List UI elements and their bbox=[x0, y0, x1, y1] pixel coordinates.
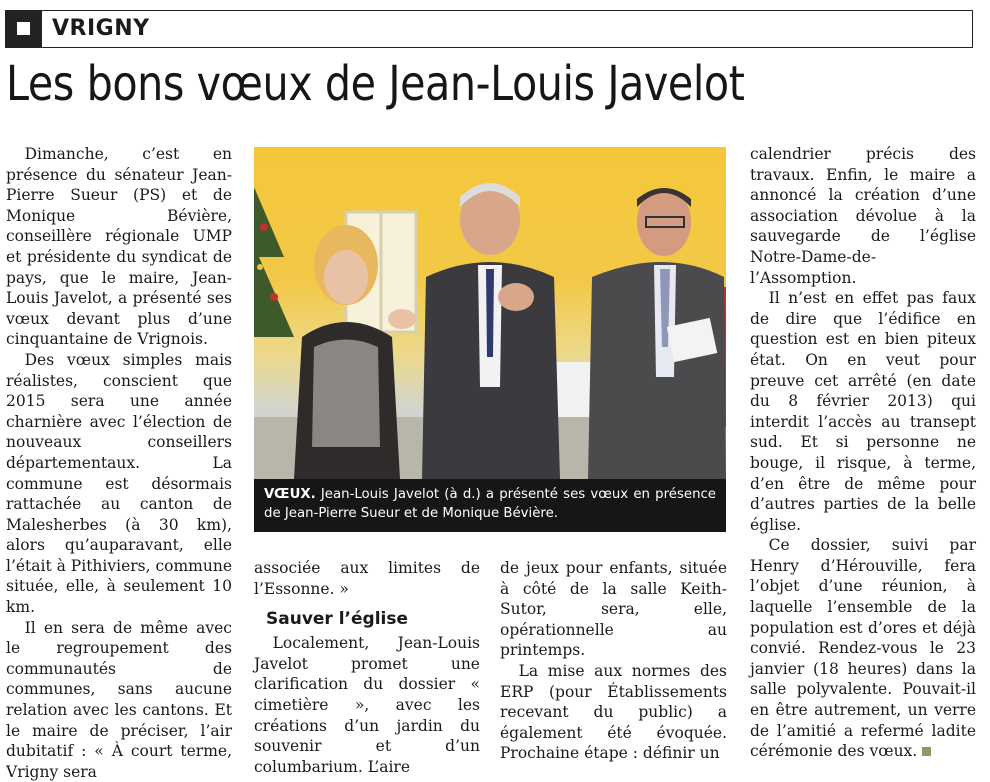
end-of-article-icon bbox=[922, 747, 931, 756]
paragraph: calendrier précis des travaux. Enfin, le maire a annoncé la création d’une association dévolue à la sauvegarde de l’église Notre-Dame-de-l’Assomption. bbox=[750, 145, 976, 287]
paragraph: La mise aux normes des ERP (pour Établissements recevant du public) a également été évoquée. Prochaine étape : définir un bbox=[500, 661, 727, 763]
article-photo bbox=[254, 147, 726, 479]
paragraph-text: Ce dossier, suivi par Henry d’Hérouville, fera l’objet d’une réunion, à laquelle l’ensemble de la population est d’ores et déjà convié. Rendez-vous le 23 janvier (18 heures) dans la salle polyvalente. Pouvait-il en être autrement, un verre de l’amitié a refermé ladite cérémonie des vœux. bbox=[750, 536, 976, 761]
article-column-2 bbox=[254, 558, 480, 776]
headline: Les bons vœux de Jean-Louis Javelot bbox=[6, 56, 745, 112]
paragraph: associée aux limites de l’Essonne. » bbox=[254, 559, 480, 598]
paragraph: Des vœux simples mais réalistes, conscient que 2015 sera une année charnière avec l’élection de nouveaux conseillers départementaux. La commune est désormais rattachée au canton de Malesherbes (à 30 km), alors qu’auparavant, elle l’était à Pithiviers, commune située, elle, à seulement 10 km. bbox=[6, 350, 233, 617]
paragraph: Il n’est en effet pas faux de dire que l’édifice en question est en bien piteux état. On en veut pour preuve cet arrêté (en date du 8 février 2013) qui interdit l’accès au transept sud. Et si personne ne bouge, il risque, à terme, d’en être de même pour d’autres parties de la belle église. bbox=[750, 289, 976, 534]
paragraph: Localement, Jean-Louis Javelot promet une clarification du dossier « cimetière », avec les créations d’un jardin du souvenir et d’un columbarium. L’aire bbox=[254, 634, 480, 776]
kicker-square-icon bbox=[6, 11, 42, 47]
section-kicker bbox=[5, 10, 973, 48]
paragraph: de jeux pour enfants, située à côté de la salle Keith-Sutor, sera, elle, opérationnelle au printemps. bbox=[500, 559, 727, 660]
article-column-1 bbox=[6, 144, 233, 781]
caption-label: VŒUX. bbox=[264, 487, 316, 502]
caption-text: Jean-Louis Javelot (à d.) a présenté ses vœux en présence de Jean-Pierre Sueur et de Monique Bévière. bbox=[264, 487, 716, 521]
photo-illustration bbox=[254, 147, 726, 479]
photo-caption bbox=[254, 479, 726, 532]
paragraph: Il en sera de même avec le regroupement des communautés de communes, sans aucune relation avec les cantons. Et le maire de préciser, l’air dubitatif : « À court terme, Vrigny sera bbox=[6, 618, 232, 781]
kicker-label: VRIGNY bbox=[52, 16, 150, 41]
article-column-4 bbox=[750, 144, 976, 766]
paragraph bbox=[750, 535, 976, 762]
subheading: Sauver l’église bbox=[266, 609, 409, 630]
paragraph: Dimanche, c’est en présence du sénateur Jean-Pierre Sueur (PS) et de Monique Bévière, conseillère régionale UMP et présidente du syndicat de pays, que le maire, Jean-Louis Javelot, a présenté ses vœux devant plus d’une cinquantaine de Vrignois. bbox=[6, 145, 232, 349]
article-column-3 bbox=[500, 558, 727, 768]
